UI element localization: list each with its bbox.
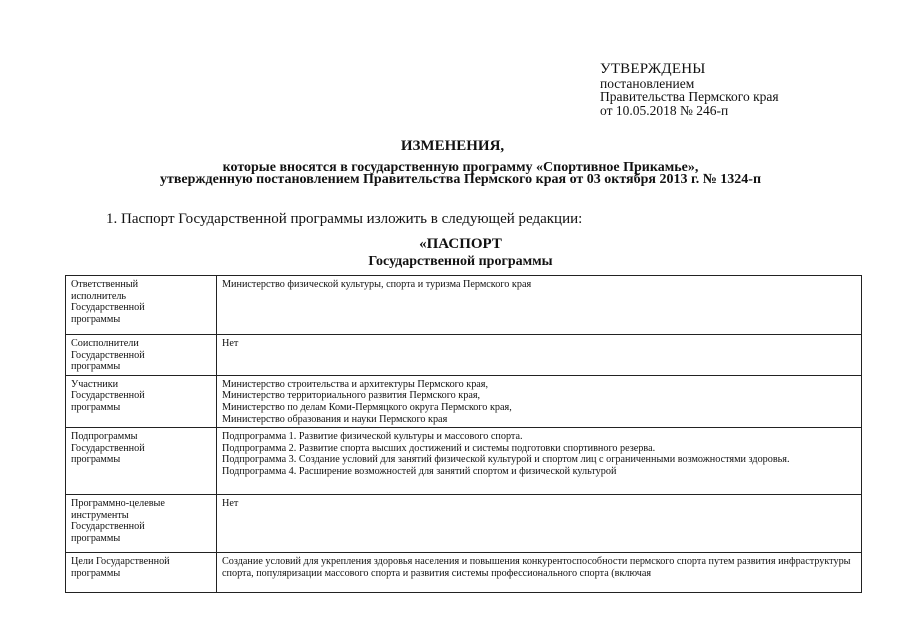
row-value bbox=[217, 495, 862, 553]
row-label-text: Соисполнители Государственной программы bbox=[71, 338, 145, 373]
table-row bbox=[66, 428, 862, 495]
row-value-text: Создание условий для укрепления здоровья населения и повышения конкурентоспособности пермского спорта путем развития инфраструктуры спорта, популяризации массового спорта и развития системы профессионального спорта (включая bbox=[222, 556, 851, 579]
approval-line-2: постановлением bbox=[600, 75, 695, 91]
table-row bbox=[66, 495, 862, 553]
document-subtitle-line-1: которые вносятся в государственную программу «Спортивное Прикамье», bbox=[222, 160, 699, 175]
row-label bbox=[66, 335, 217, 376]
passport-heading: «ПАСПОРТ bbox=[419, 236, 502, 252]
passport-table bbox=[65, 275, 862, 593]
approval-line-3: Правительства Пермского края bbox=[600, 89, 779, 104]
row-label-text: Программно-целевые инструменты Государственной программы bbox=[71, 498, 165, 544]
approval-line-4: от 10.05.2018 № 246-п bbox=[600, 102, 729, 118]
row-value-text: Нет bbox=[222, 498, 239, 510]
row-value bbox=[217, 428, 862, 495]
row-label bbox=[66, 375, 217, 427]
row-value bbox=[217, 375, 862, 427]
row-label-text: Подпрограммы Государственной программы bbox=[71, 431, 145, 466]
row-label bbox=[66, 495, 217, 553]
point-1-text: 1. Паспорт Государственной программы изложить в следующей редакции: bbox=[106, 211, 583, 227]
document-subtitle-line-2: утвержденную постановлением Правительства Пермского края от 03 октября 2013 г. № 1324-п bbox=[159, 172, 762, 187]
row-value-text: Министерство физической культуры, спорта и туризма Пермского края bbox=[222, 279, 532, 290]
row-label bbox=[66, 276, 217, 335]
passport-subheading: Государственной программы bbox=[368, 254, 553, 269]
row-value-text: Министерство строительства и архитектуры Пермского края, Министерство территориального развития Пермского края, Министерство по делам Коми-Пермяцкого округа Пермского края, Министерство образования и науки Пермского края bbox=[222, 378, 512, 425]
row-label bbox=[66, 428, 217, 495]
row-value-text: Нет bbox=[222, 338, 239, 349]
table-row bbox=[66, 276, 862, 335]
approval-stamp bbox=[600, 63, 779, 117]
row-label bbox=[66, 553, 217, 593]
table-row bbox=[66, 335, 862, 376]
document-title: ИЗМЕНЕНИЯ, bbox=[400, 138, 505, 154]
table-row bbox=[66, 553, 862, 593]
row-label-text: Цели Государственной программы bbox=[71, 556, 170, 579]
row-value bbox=[217, 335, 862, 376]
table-row bbox=[66, 375, 862, 427]
row-value bbox=[217, 553, 862, 593]
approval-title: УТВЕРЖДЕНЫ bbox=[600, 61, 706, 77]
row-label-text: Участники Государственной программы bbox=[71, 378, 145, 413]
row-value bbox=[217, 276, 862, 335]
row-label-text: Ответственный исполнитель Государственной программы bbox=[71, 279, 145, 325]
row-value-text: Подпрограмма 1. Развитие физической культуры и массового спорта. Подпрограмма 2. Развитие спорта высших достижений и системы подготовки спортивного резерва. Подпрограмма 3. Создание условий для занятий физической культурой и спортом лиц с ограниченными возможностями здоровья. Подпрограмма 4. Расширение возможностей для занятий спортом и физической культурой bbox=[222, 431, 790, 477]
